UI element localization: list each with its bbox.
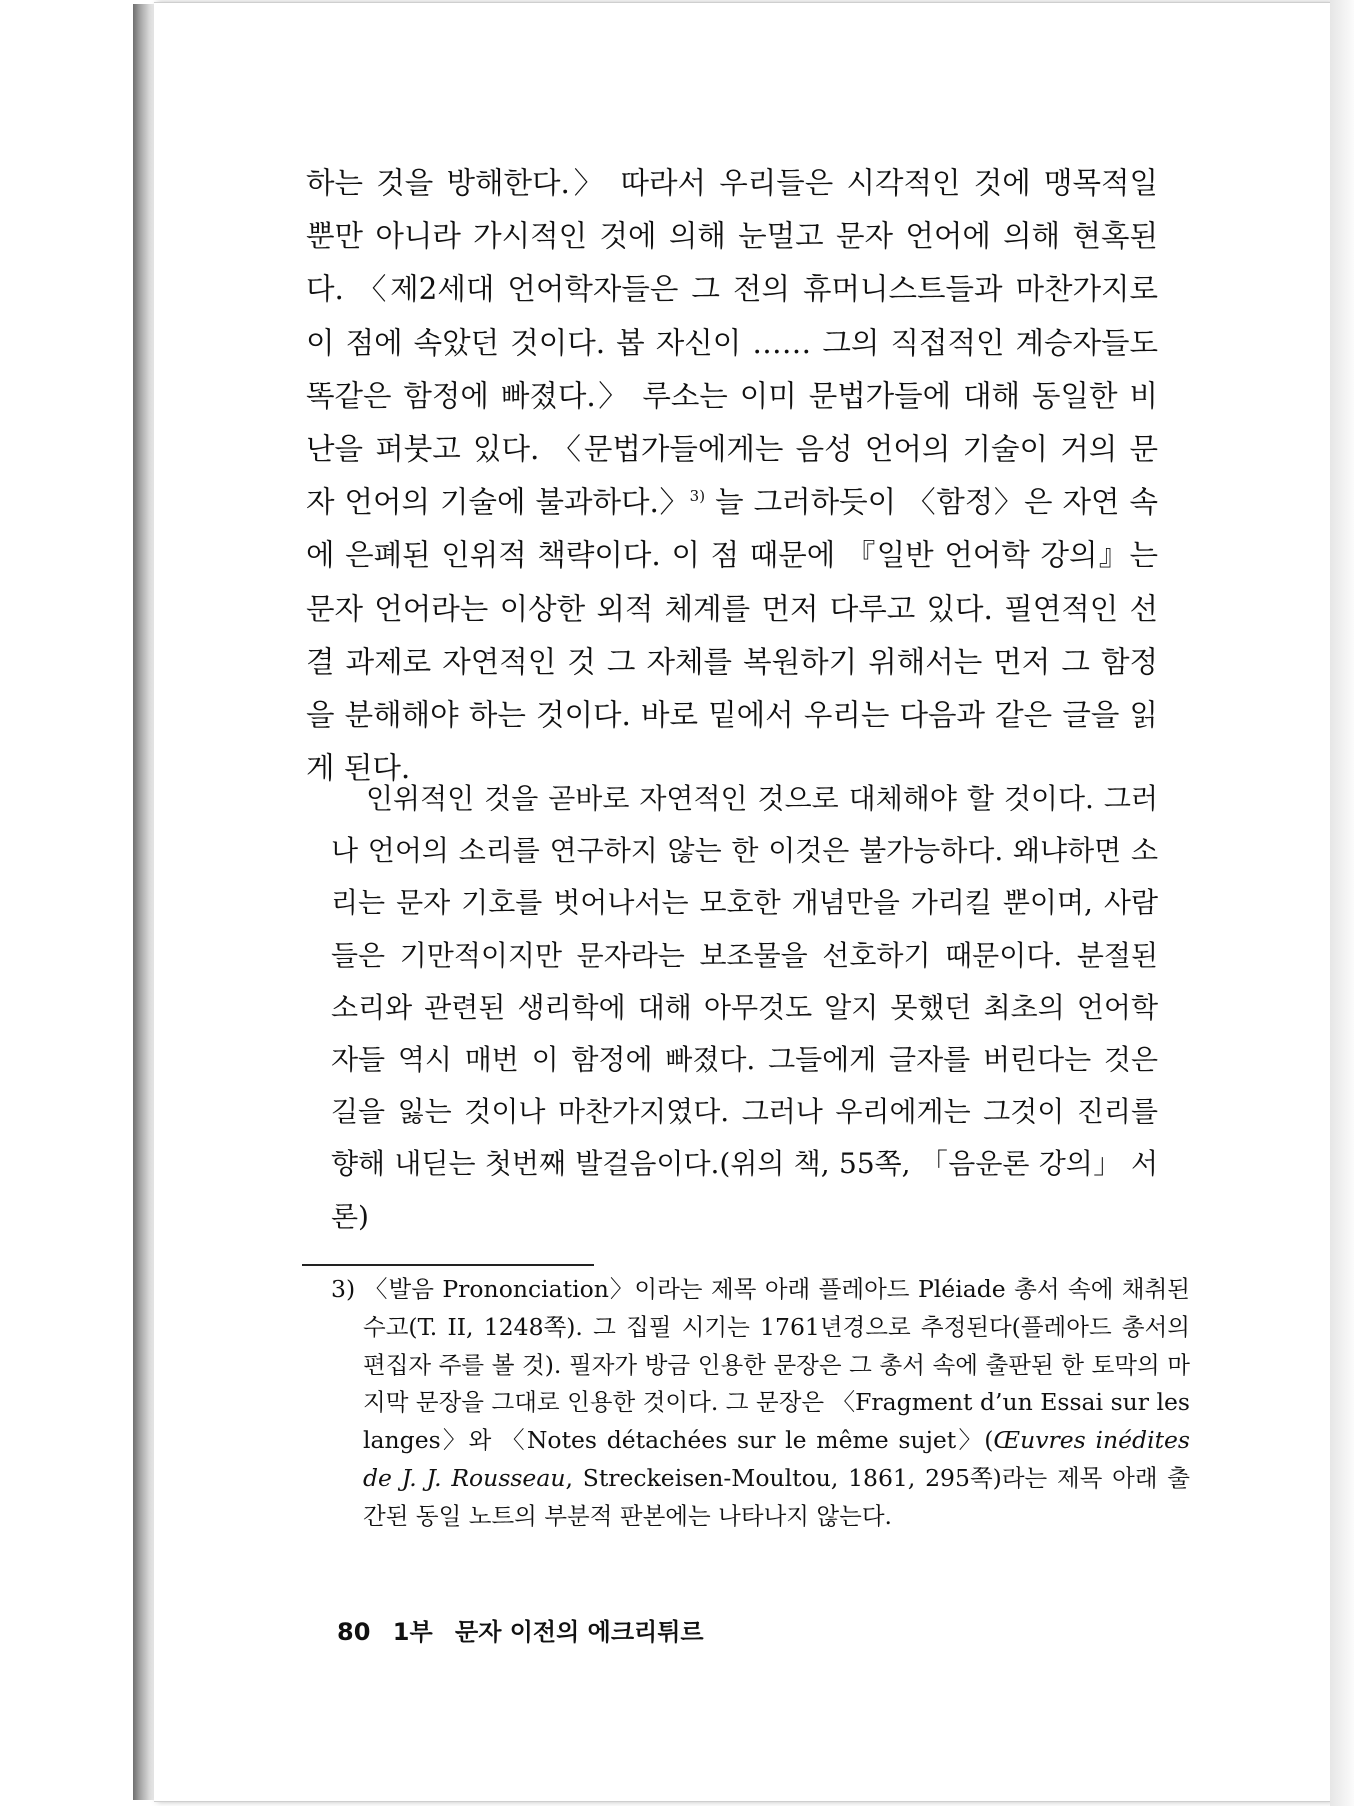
page-number: 80	[337, 1618, 371, 1646]
footnote-text-a: 〈발음 Prononciation〉이라는 제목 아래 플레아드 Pléiade 총서 속에 채취된 수고(T. II, 1248쪽). 그 집필 시기는 1761년경으로 추정된다(플레아드 총서의 편집자 주를 볼 것). 필자가 방금 인용한 문장은 그 총서 속에 출판된 한 토막의 마지막 문장을 그대로 인용한 것이다. 그 문장은 〈Fragment d’un Essai sur les langes〉와 〈Notes détachées sur le même sujet〉(	[363, 1275, 1190, 1455]
footnote-divider	[302, 1264, 594, 1266]
block-quote: 인위적인 것을 곧바로 자연적인 것으로 대체해야 할 것이다. 그러나 언어의 소리를 연구하지 않는 한 이것은 불가능하다. 왜냐하면 소리는 문자 기호를 벗어나서는 모호한 개념만을 가리킬 뿐이며, 사람들은 기만적이지만 문자라는 보조물을 선호하기 때문이다. 분절된 소리와 관련된 생리학에 대해 아무것도 알지 못했던 최초의 언어학자들 역시 매번 이 함정에 빠졌다. 그들에게 글자를 버린다는 것은 길을 잃는 것이나 마찬가지였다. 그러나 우리에게는 그것이 진리를 향해 내딛는 첫번째 발걸음이다.(위의 책, 55쪽, 「음운론 강의」 서론)	[331, 782, 1158, 1233]
footnote-reference: 3)	[689, 487, 706, 506]
page-spine-edge	[133, 4, 155, 1800]
body-paragraph-text: 하는 것을 방해한다.〉 따라서 우리들은 시각적인 것에 맹목적일 뿐만 아니라 가시적인 것에 의해 눈멀고 문자 언어에 의해 현혹된다. 〈제2세대 언어학자들은 그 전의 휴머니스트들과 마찬가지로 이 점에 속았던 것이다. 봅 자신이 …… 그의 직접적인 계승자들도 똑같은 함정에 빠졌다.〉 루소는 이미 문법가들에 대해 동일한 비난을 퍼붓고 있다. 〈문법가들에게는 음성 언어의 기술이 거의 문자 언어의 기술에 불과하다.〉	[306, 166, 1158, 520]
page-right-shadow	[1330, 0, 1354, 1806]
footnote-number: 3)	[331, 1275, 356, 1303]
footnote-text-b: , Streckeisen-Moultou, 1861, 295쪽)라는 제목 아래 출간된 동일 노트의 부분적 판본에는 나타나지 않는다.	[363, 1463, 1190, 1530]
footnote-italic-title: Œuvres inédites de J. J. Rousseau	[363, 1426, 1190, 1492]
body-paragraph	[306, 157, 1158, 795]
footnote	[331, 1271, 1190, 1536]
body-paragraph-text-rest: 늘 그러하듯이 〈함정〉은 자연 속에 은폐된 인위적 책략이다. 이 점 때문에 『일반 언어학 강의』는 문자 언어라는 이상한 외적 체계를 먼저 다루고 있다. 필연적인 선결 과제로 자연적인 것 그 자체를 복원하기 위해서는 먼저 그 함정을 분해해야 하는 것이다. 바로 밑에서 우리는 다음과 같은 글을 읽게 된다.	[306, 485, 1158, 786]
part-label: 1부	[392, 1618, 433, 1646]
running-footer	[337, 1616, 718, 1648]
chapter-title: 문자 이전의 에크리튀르	[455, 1618, 704, 1646]
